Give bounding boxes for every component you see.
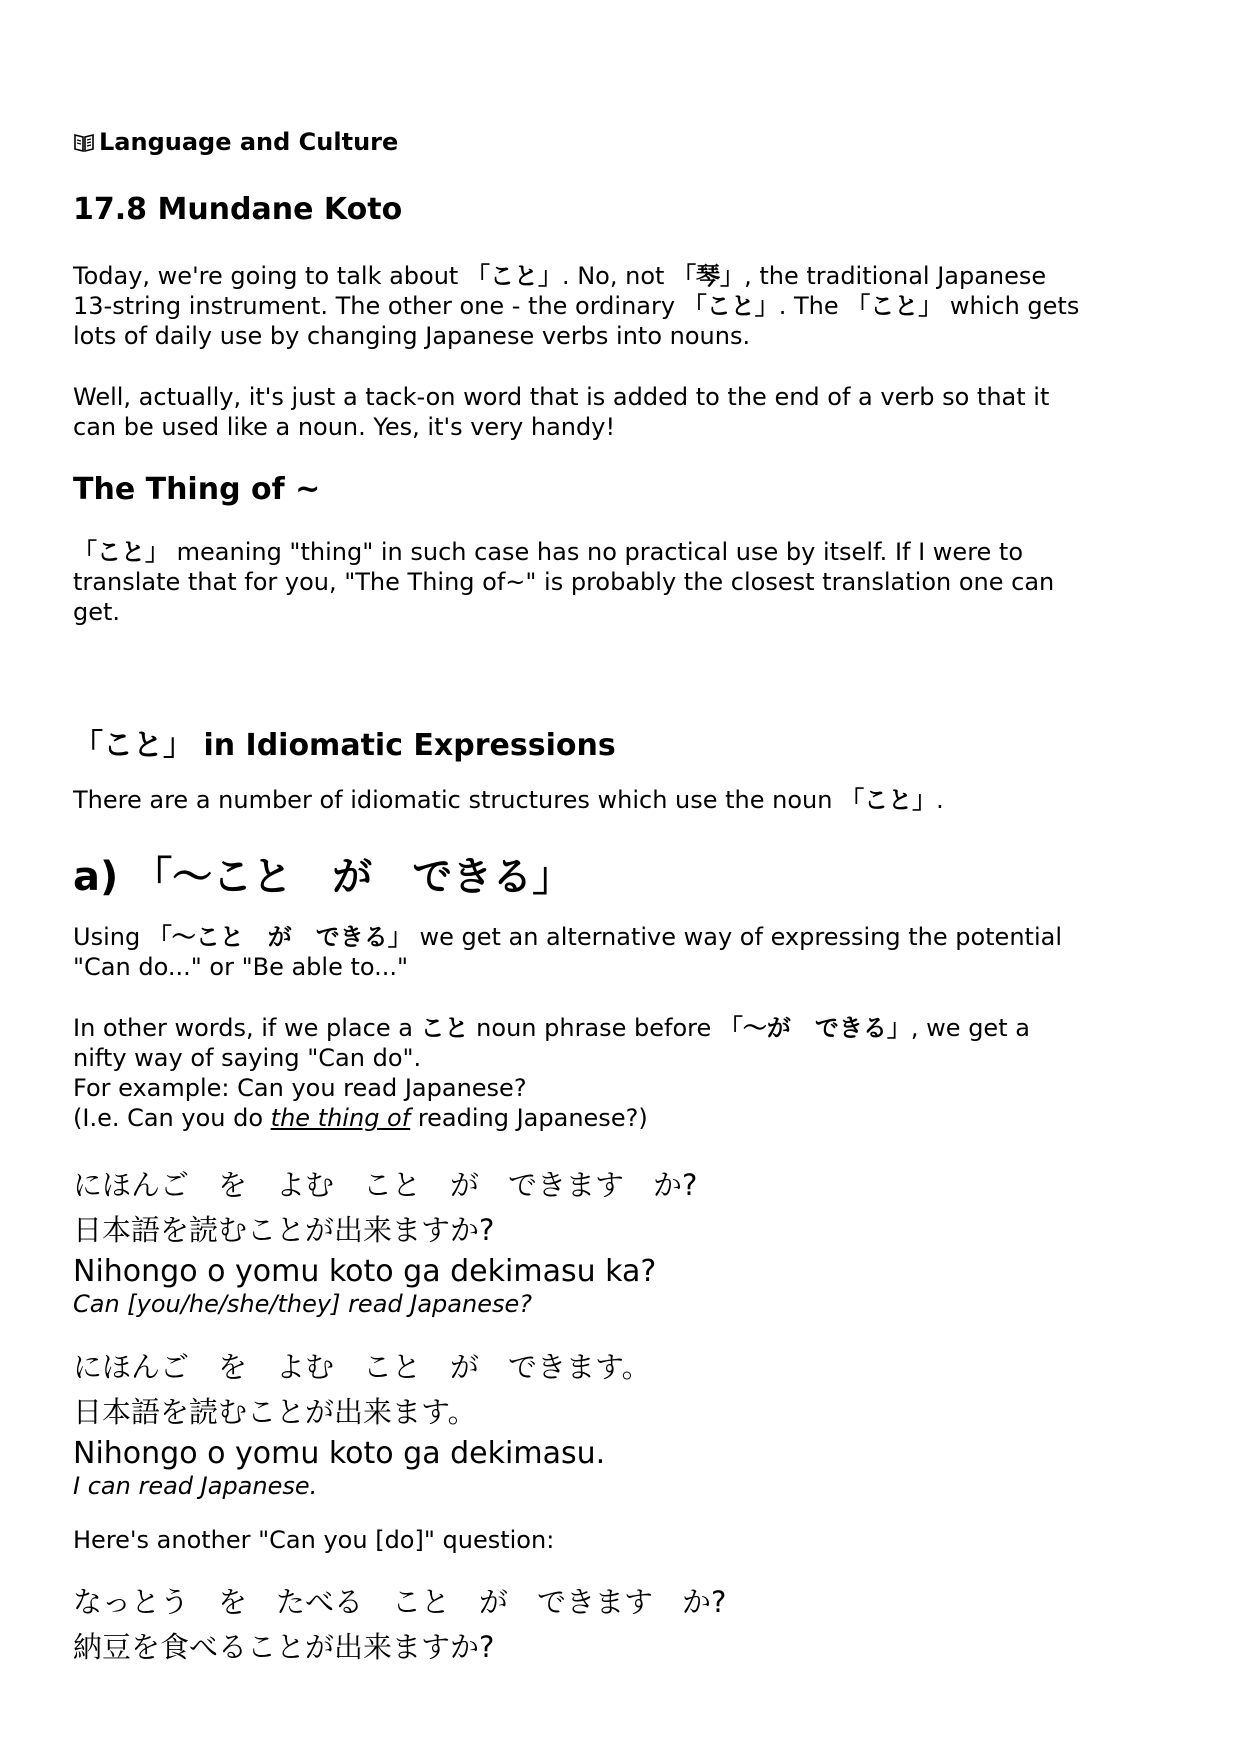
a-p1-line-1 xyxy=(73,922,1062,952)
koto-term: 「こと」 xyxy=(846,292,943,320)
topic-text: Language and Culture xyxy=(99,128,399,156)
para2-line-1: Well, actually, it's just a tack-on word that is added to the end of a verb so that it xyxy=(73,383,1050,411)
para2-line-2: can be used like a noun. Yes, it's very handy! xyxy=(73,413,616,441)
text: , the traditional Japanese xyxy=(744,262,1047,290)
pattern-term: 「～こと が できる」 xyxy=(147,923,412,951)
text: reading Japanese?) xyxy=(410,1104,648,1132)
text: In other words, if we place a xyxy=(73,1014,421,1042)
koto-instrument-term: 「琴」 xyxy=(672,262,745,290)
text: Using xyxy=(73,923,148,951)
thing-line-1 xyxy=(73,537,1023,567)
text: in Idiomatic Expressions xyxy=(193,728,616,763)
section-heading-idiom xyxy=(73,720,616,764)
text: meaning "thing" in such case has no practical use by itself. If I were to xyxy=(169,538,1024,566)
koto-term: 「こと」 xyxy=(73,728,193,763)
a-p1-line-2: "Can do..." or "Be able to..." xyxy=(73,953,409,981)
thing-line-2: translate that for you, "The Thing of~" is probably the closest translation one can xyxy=(73,568,1055,596)
text: which gets xyxy=(942,292,1080,320)
text: There are a number of idiomatic structures which use the noun xyxy=(73,786,841,814)
example-1-kanji: 日本語を読むことが出来ますか? xyxy=(73,1213,495,1247)
text: 13-string instrument. The other one - the ordinary xyxy=(73,292,683,320)
topic-label xyxy=(73,128,398,156)
section-heading-thing: The Thing of ~ xyxy=(73,472,321,507)
koto-term: 「こと」 xyxy=(465,262,562,290)
a-p2-line-2: nifty way of saying "Can do". xyxy=(73,1044,422,1072)
example-2-romaji: Nihongo o yomu koto ga dekimasu. xyxy=(73,1436,606,1471)
text: . xyxy=(936,786,944,814)
page-title: 17.8 Mundane Koto xyxy=(73,192,403,227)
example-2-translation: I can read Japanese. xyxy=(73,1472,318,1500)
another-question-line: Here's another "Can you [do]" question: xyxy=(73,1526,555,1554)
book-dictionary-icon xyxy=(73,128,99,156)
emphasis-text: the thing of xyxy=(270,1104,411,1132)
idiom-line-1 xyxy=(73,785,944,815)
example-2-kana: にほんご を よむ こと が できます。 xyxy=(73,1350,651,1384)
example-1-translation: Can [you/he/she/they] read Japanese? xyxy=(73,1290,532,1318)
intro-line-3: lots of daily use by changing Japanese verbs into nouns. xyxy=(73,322,751,350)
text: , we get a xyxy=(910,1014,1030,1042)
text: noun phrase before xyxy=(468,1014,719,1042)
text: Today, we're going to talk about xyxy=(73,262,466,290)
a-p2-line-4 xyxy=(73,1103,648,1133)
thing-line-3: get. xyxy=(73,598,121,626)
example-1-kana: にほんご を よむ こと が できます か? xyxy=(73,1168,698,1202)
example-3-kanji: 納豆を食べることが出来ますか? xyxy=(73,1630,495,1664)
a-p2-line-3: For example: Can you read Japanese? xyxy=(73,1074,527,1102)
koto-term: 「こと」 xyxy=(73,538,169,566)
pattern-term: 「～が できる」 xyxy=(718,1014,911,1042)
example-1-romaji: Nihongo o yomu koto ga dekimasu ka? xyxy=(73,1254,657,1289)
koto-term: 「こと」 xyxy=(840,786,937,814)
a-p2-line-1 xyxy=(73,1013,1030,1043)
example-2-kanji: 日本語を読むことが出来ます。 xyxy=(73,1395,477,1429)
intro-line-2 xyxy=(73,291,1079,321)
text: . No, not xyxy=(561,262,673,290)
intro-line-1 xyxy=(73,261,1046,291)
section-heading-a: a) 「～こと が できる」 xyxy=(73,854,573,900)
text: . The xyxy=(778,292,847,320)
text: (I.e. Can you do xyxy=(73,1104,271,1132)
example-3-kana: なっとう を たべる こと が できます か? xyxy=(73,1585,727,1619)
koto-term: 「こと」 xyxy=(682,292,779,320)
koto-term: こと xyxy=(420,1014,469,1042)
text: we get an alternative way of expressing the potential xyxy=(411,923,1062,951)
